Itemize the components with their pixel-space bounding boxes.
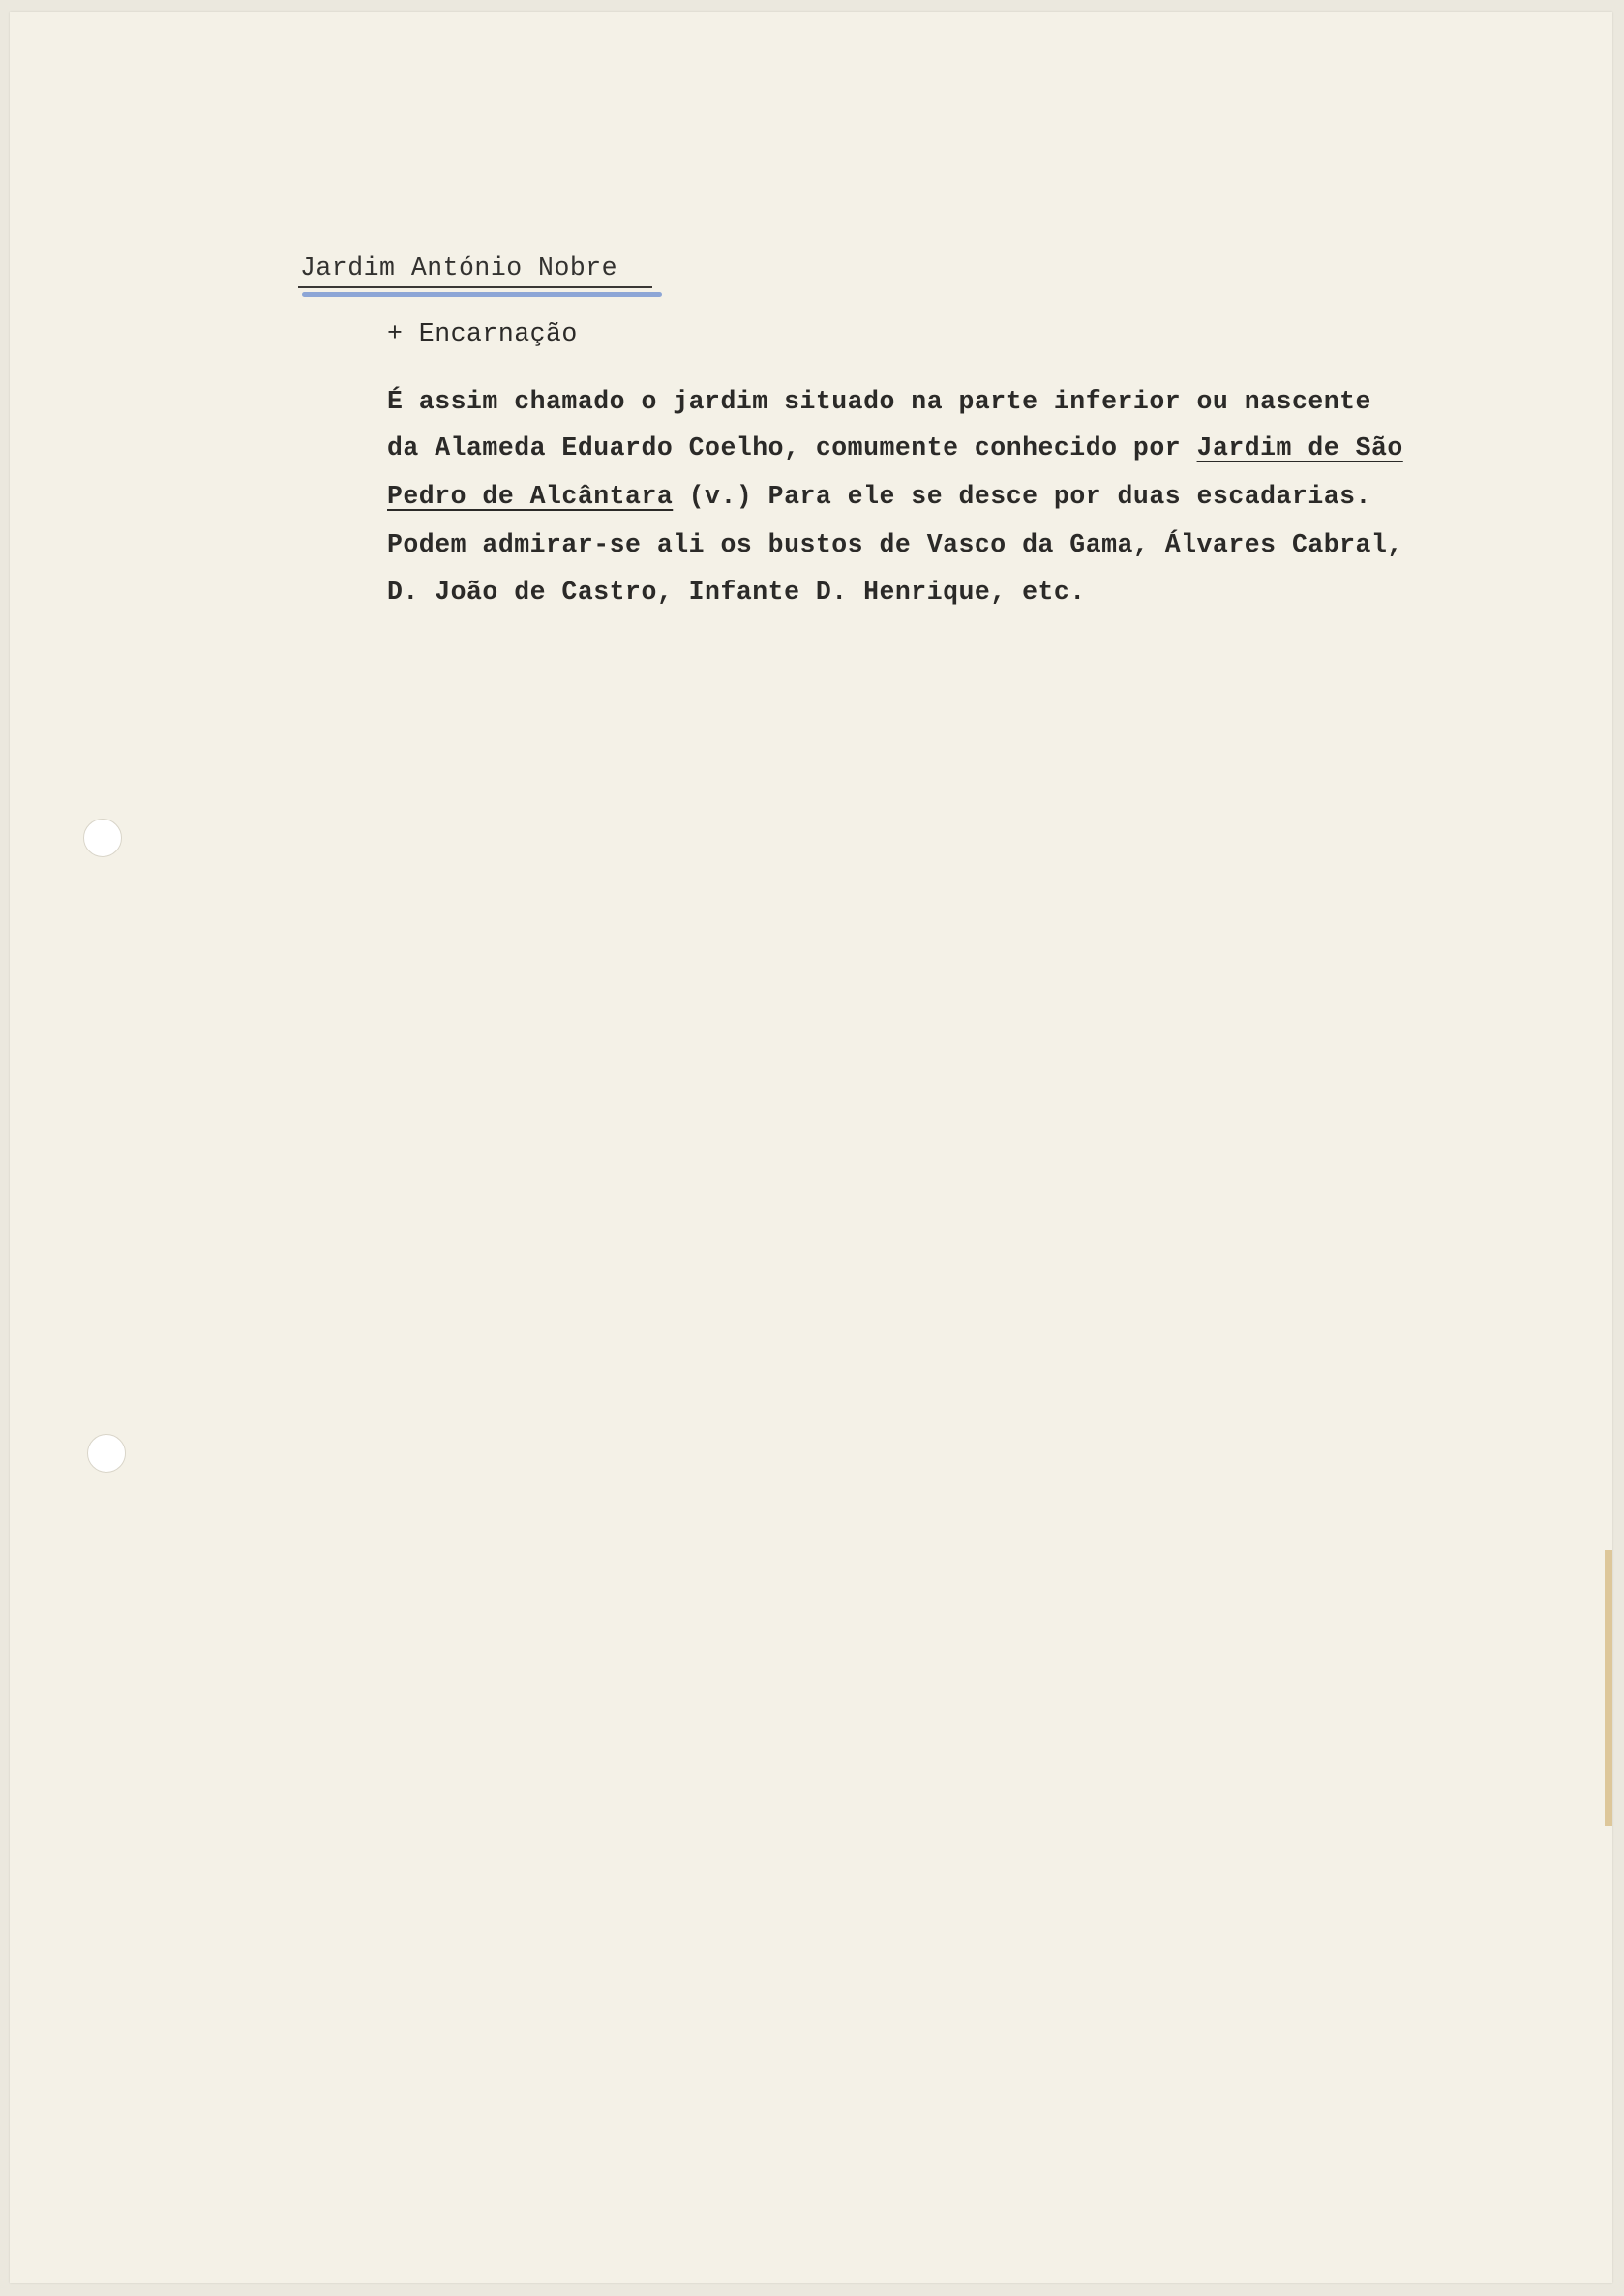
paragraph-line-3-text: (v.) Para ele se desce por duas escadarias.: [673, 482, 1371, 511]
paragraph-line-2-text: da Alameda Eduardo Coelho, comumente conhecido por: [387, 433, 1197, 462]
underlined-reference-part-1: Jardim de São: [1196, 433, 1403, 462]
underlined-reference-part-2: Pedro de Alcântara: [387, 482, 674, 511]
heading-underline: [298, 286, 652, 288]
paragraph-line-2: [387, 433, 1403, 462]
punch-hole-bottom: [87, 1434, 126, 1473]
punch-hole-top: [83, 819, 122, 857]
paper-sheet: [10, 12, 1612, 2283]
blue-pen-underline: [302, 292, 662, 297]
paragraph-line-1: É assim chamado o jardim situado na parte inferior ou nascente: [387, 387, 1371, 416]
paragraph-line-5: D. João de Castro, Infante D. Henrique, etc.: [387, 578, 1086, 607]
paragraph-line-3: [387, 482, 1371, 511]
entry-heading: Jardim António Nobre: [300, 253, 618, 283]
sheet-edge-tab: [1605, 1550, 1612, 1826]
cross-reference: + Encarnação: [387, 319, 578, 348]
paragraph-line-4: Podem admirar-se ali os bustos de Vasco da Gama, Álvares Cabral,: [387, 530, 1403, 559]
